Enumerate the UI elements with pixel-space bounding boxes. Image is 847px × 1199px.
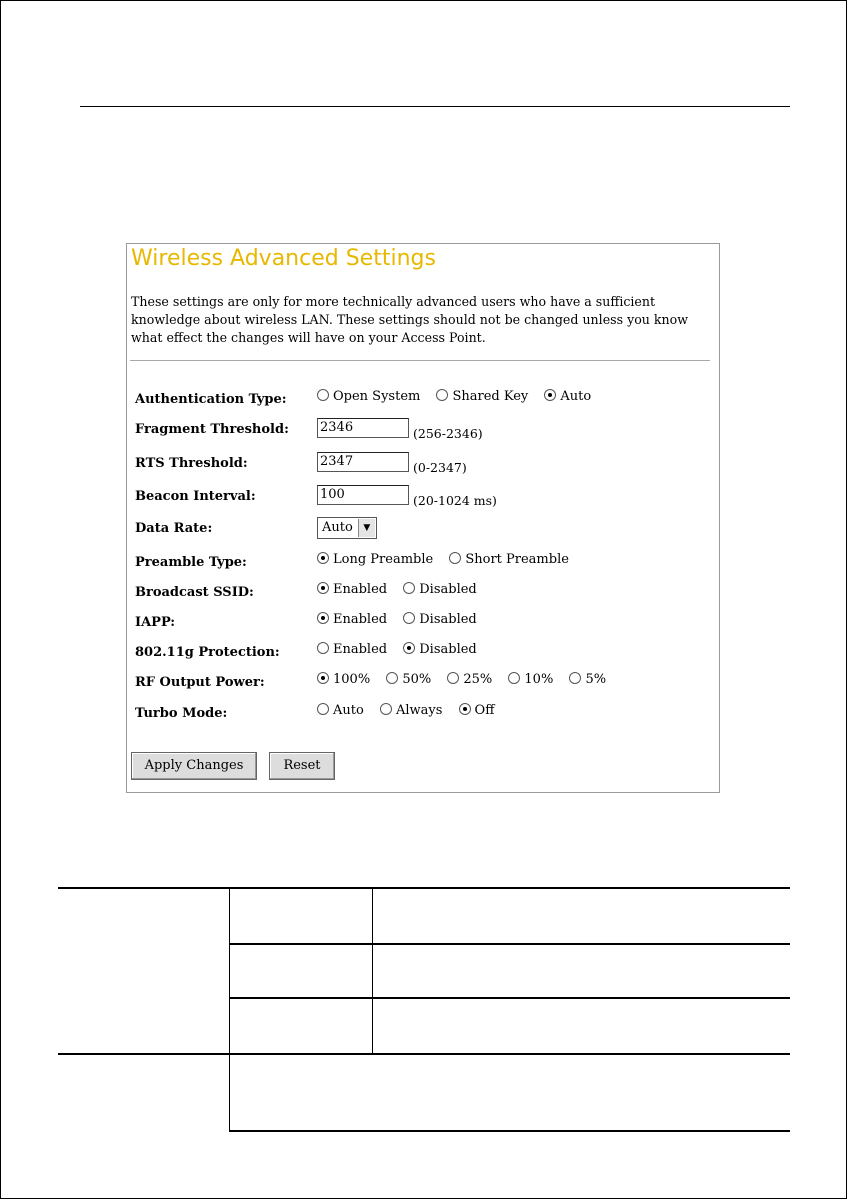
- turbo-mode-label: Turbo Mode:: [135, 706, 228, 721]
- rts-threshold-input[interactable]: 2347: [317, 452, 409, 472]
- panel-description: These settings are only for more technically advanced users who have a sufficient knowledge about wireless LAN. These settings should not be changed unless you know what effect the changes will have on your Access Point.: [131, 294, 688, 345]
- table-column-divider: [372, 887, 373, 1054]
- table-row-divider: [229, 997, 790, 999]
- rf-output-power-label: RF Output Power:: [135, 675, 265, 690]
- rf-power-100-radio[interactable]: 100%: [317, 671, 370, 687]
- preamble-long-radio[interactable]: Long Preamble: [317, 551, 433, 567]
- iapp-enabled-radio[interactable]: Enabled: [317, 611, 387, 627]
- preamble-type-label: Preamble Type:: [135, 555, 247, 570]
- apply-changes-button[interactable]: Apply Changes: [131, 752, 257, 780]
- beacon-interval-hint: (20-1024 ms): [413, 492, 497, 508]
- fragment-threshold-input[interactable]: 2346: [317, 418, 409, 438]
- rf-power-10-radio[interactable]: 10%: [508, 671, 553, 687]
- auth-open-system-radio[interactable]: Open System: [317, 388, 420, 404]
- g-protection-label: 802.11g Protection:: [135, 645, 280, 660]
- rf-power-25-radio[interactable]: 25%: [447, 671, 492, 687]
- data-rate-label: Data Rate:: [135, 521, 213, 536]
- turbo-always-radio[interactable]: Always: [380, 702, 442, 718]
- ssid-enabled-radio[interactable]: Enabled: [317, 581, 387, 597]
- header-rule: [80, 106, 790, 107]
- preamble-short-radio[interactable]: Short Preamble: [449, 551, 569, 567]
- divider: [130, 360, 710, 361]
- beacon-interval-input[interactable]: 100: [317, 485, 409, 505]
- rf-power-5-radio[interactable]: 5%: [569, 671, 606, 687]
- table-row-divider: [229, 943, 790, 945]
- protection-enabled-radio[interactable]: Enabled: [317, 641, 387, 657]
- table-column-divider: [229, 887, 230, 1131]
- table-bottom-border: [229, 1130, 790, 1132]
- reset-button[interactable]: Reset: [269, 752, 335, 780]
- rts-threshold-label: RTS Threshold:: [135, 456, 248, 471]
- rts-threshold-hint: (0-2347): [413, 459, 467, 475]
- data-rate-select[interactable]: Auto ▼: [317, 517, 377, 539]
- chevron-down-icon[interactable]: ▼: [358, 519, 375, 537]
- rf-power-50-radio[interactable]: 50%: [386, 671, 431, 687]
- beacon-interval-label: Beacon Interval:: [135, 489, 256, 504]
- auth-type-label: Authentication Type:: [135, 392, 287, 407]
- iapp-disabled-radio[interactable]: Disabled: [403, 611, 477, 627]
- wireless-advanced-settings-panel: [126, 243, 720, 793]
- auth-shared-key-radio[interactable]: Shared Key: [436, 388, 528, 404]
- fragment-threshold-hint: (256-2346): [413, 425, 483, 441]
- table-section-divider: [58, 1053, 790, 1055]
- page-title: Wireless Advanced Settings: [131, 246, 436, 271]
- auth-auto-radio[interactable]: Auto: [544, 388, 591, 404]
- ssid-disabled-radio[interactable]: Disabled: [403, 581, 477, 597]
- turbo-auto-radio[interactable]: Auto: [317, 702, 364, 718]
- protection-disabled-radio[interactable]: Disabled: [403, 641, 477, 657]
- table-top-border: [58, 887, 790, 889]
- turbo-off-radio[interactable]: Off: [459, 702, 495, 718]
- fragment-threshold-label: Fragment Threshold:: [135, 422, 289, 437]
- broadcast-ssid-label: Broadcast SSID:: [135, 585, 254, 600]
- iapp-label: IAPP:: [135, 615, 176, 630]
